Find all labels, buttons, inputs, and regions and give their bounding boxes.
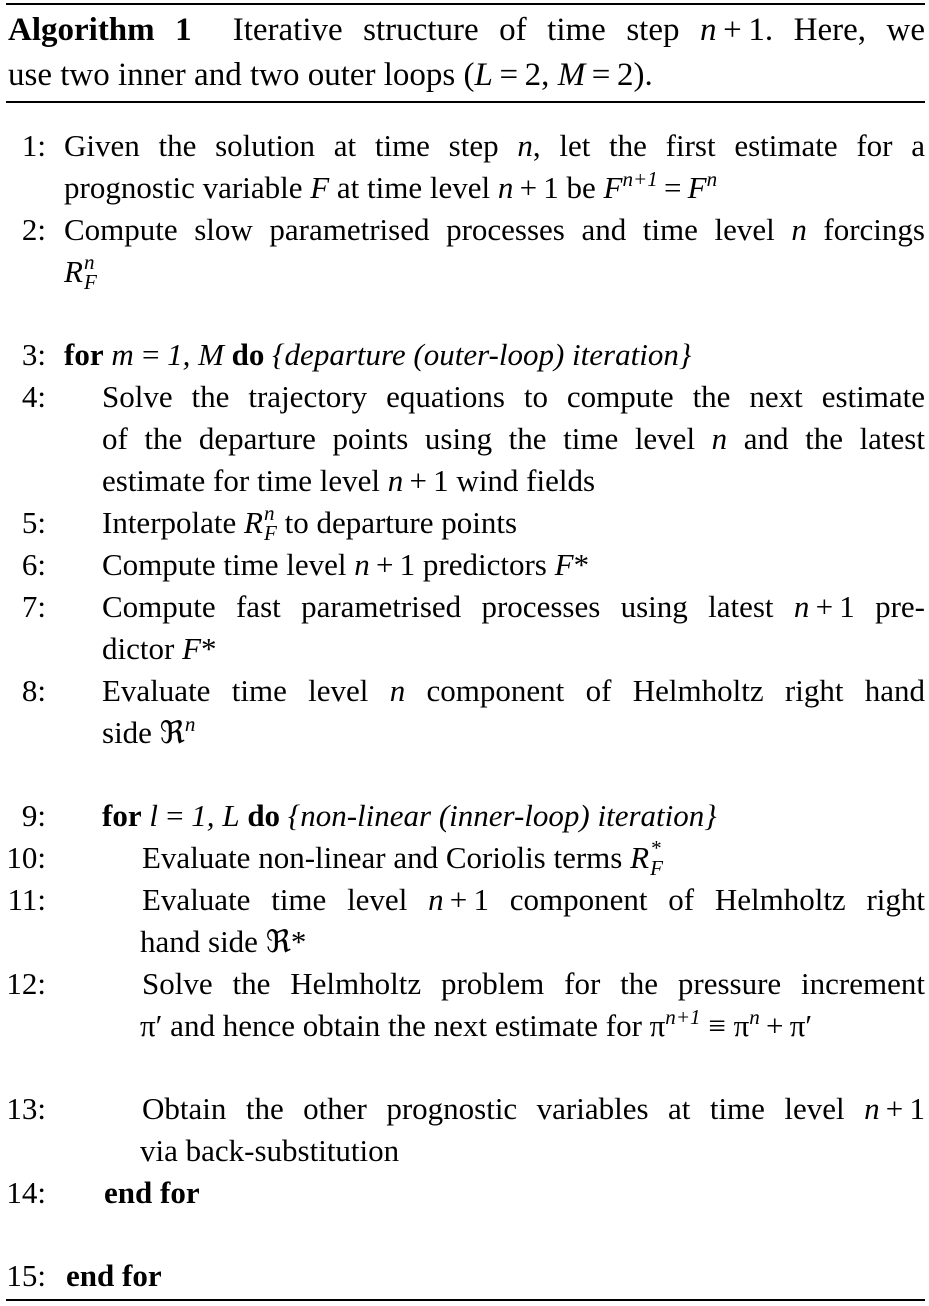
- step-8-line-2: side ℜ$^n$: [102, 712, 196, 750]
- step-11-line-1: Evaluate time level n + 1 component of Helmholtz right: [142, 882, 925, 917]
- caption-label: Algorithm 1: [8, 12, 192, 48]
- step-2-line-2: R n F: [64, 250, 97, 295]
- line-number: 14:: [6, 1175, 46, 1210]
- line-number: 10:: [6, 840, 46, 875]
- step-7-line-2: dictor F*: [102, 631, 217, 666]
- step-2-line-1: Compute slow parametrised processes and time level n forcings: [64, 212, 925, 247]
- step-9-for: [102, 795, 717, 837]
- step-5-line-1: Interpolate R n F to departure points: [102, 501, 518, 546]
- line-number: 6:: [21, 547, 46, 582]
- step-4-line-1: Solve the trajectory equations to compute the next estimate: [102, 379, 925, 414]
- line-number: 8:: [21, 673, 46, 708]
- do-keyword: do: [231, 337, 265, 372]
- step-4-line-3: estimate for time level n + 1 wind fields: [102, 463, 596, 498]
- caption-line-2: use two inner and two outer loops (L = 2, M = 2).: [8, 57, 653, 93]
- line-number: 11:: [7, 882, 46, 917]
- line-number: 9:: [21, 798, 46, 833]
- loop-comment: {departure (outer-loop) iteration}: [272, 337, 692, 372]
- step-6-line-1: Compute time level n + 1 predictors F*: [102, 547, 590, 582]
- step-1-line-2: prognostic variable F at time level n + 1 be $F^{n+1} = F^n$: [64, 167, 718, 205]
- step-4-line-2: of the departure points using the time level n and the latest: [102, 421, 925, 456]
- step-10-line-1: Evaluate non-linear and Coriolis terms R * F: [142, 836, 663, 881]
- loop-range: m = 1, M: [111, 337, 224, 372]
- for-keyword: for: [102, 798, 142, 833]
- step-13-line-1: Obtain the other prognostic variables at time level n + 1: [142, 1091, 925, 1126]
- end-for-outer: end for: [66, 1258, 162, 1293]
- step-1-line-1: Given the solution at time step n, let the first estimate for a: [64, 128, 925, 163]
- do-keyword: do: [247, 798, 281, 833]
- step-12-line-1: Solve the Helmholtz problem for the pressure increment: [142, 966, 925, 1001]
- step-3-for: [64, 334, 691, 376]
- top-rule: [6, 3, 925, 5]
- caption-text-1: Iterative structure of time step n + 1. Here, we: [232, 12, 925, 48]
- line-number: 12:: [6, 966, 46, 1001]
- line-number: 5:: [21, 505, 46, 540]
- loop-comment: {non-linear (inner-loop) iteration}: [287, 798, 717, 833]
- end-for-inner: end for: [104, 1175, 200, 1210]
- step-7-line-1: Compute fast parametrised processes using latest n + 1 pre-: [102, 589, 925, 624]
- line-number: 4:: [21, 379, 46, 414]
- line-number: 2:: [21, 212, 46, 247]
- step-12-line-2: π′ and hence obtain the next estimate for $\pi^{n+1} \equiv \pi^n + \pi'$: [140, 1005, 813, 1043]
- line-number: 3:: [21, 337, 46, 372]
- for-keyword: for: [64, 337, 104, 372]
- caption-line-1: [8, 9, 925, 51]
- step-11-line-2: hand side ℜ*: [140, 924, 307, 959]
- line-number: 15:: [6, 1258, 46, 1293]
- line-number: 7:: [21, 589, 46, 624]
- bottom-rule: [6, 1299, 925, 1301]
- line-number: 1:: [21, 128, 46, 163]
- step-13-line-2: via back-substitution: [140, 1133, 400, 1168]
- caption-rule: [6, 101, 925, 103]
- loop-range: l = 1, L: [149, 798, 240, 833]
- step-8-line-1: Evaluate time level n component of Helmholtz right hand: [102, 673, 926, 708]
- line-number: 13:: [6, 1091, 46, 1126]
